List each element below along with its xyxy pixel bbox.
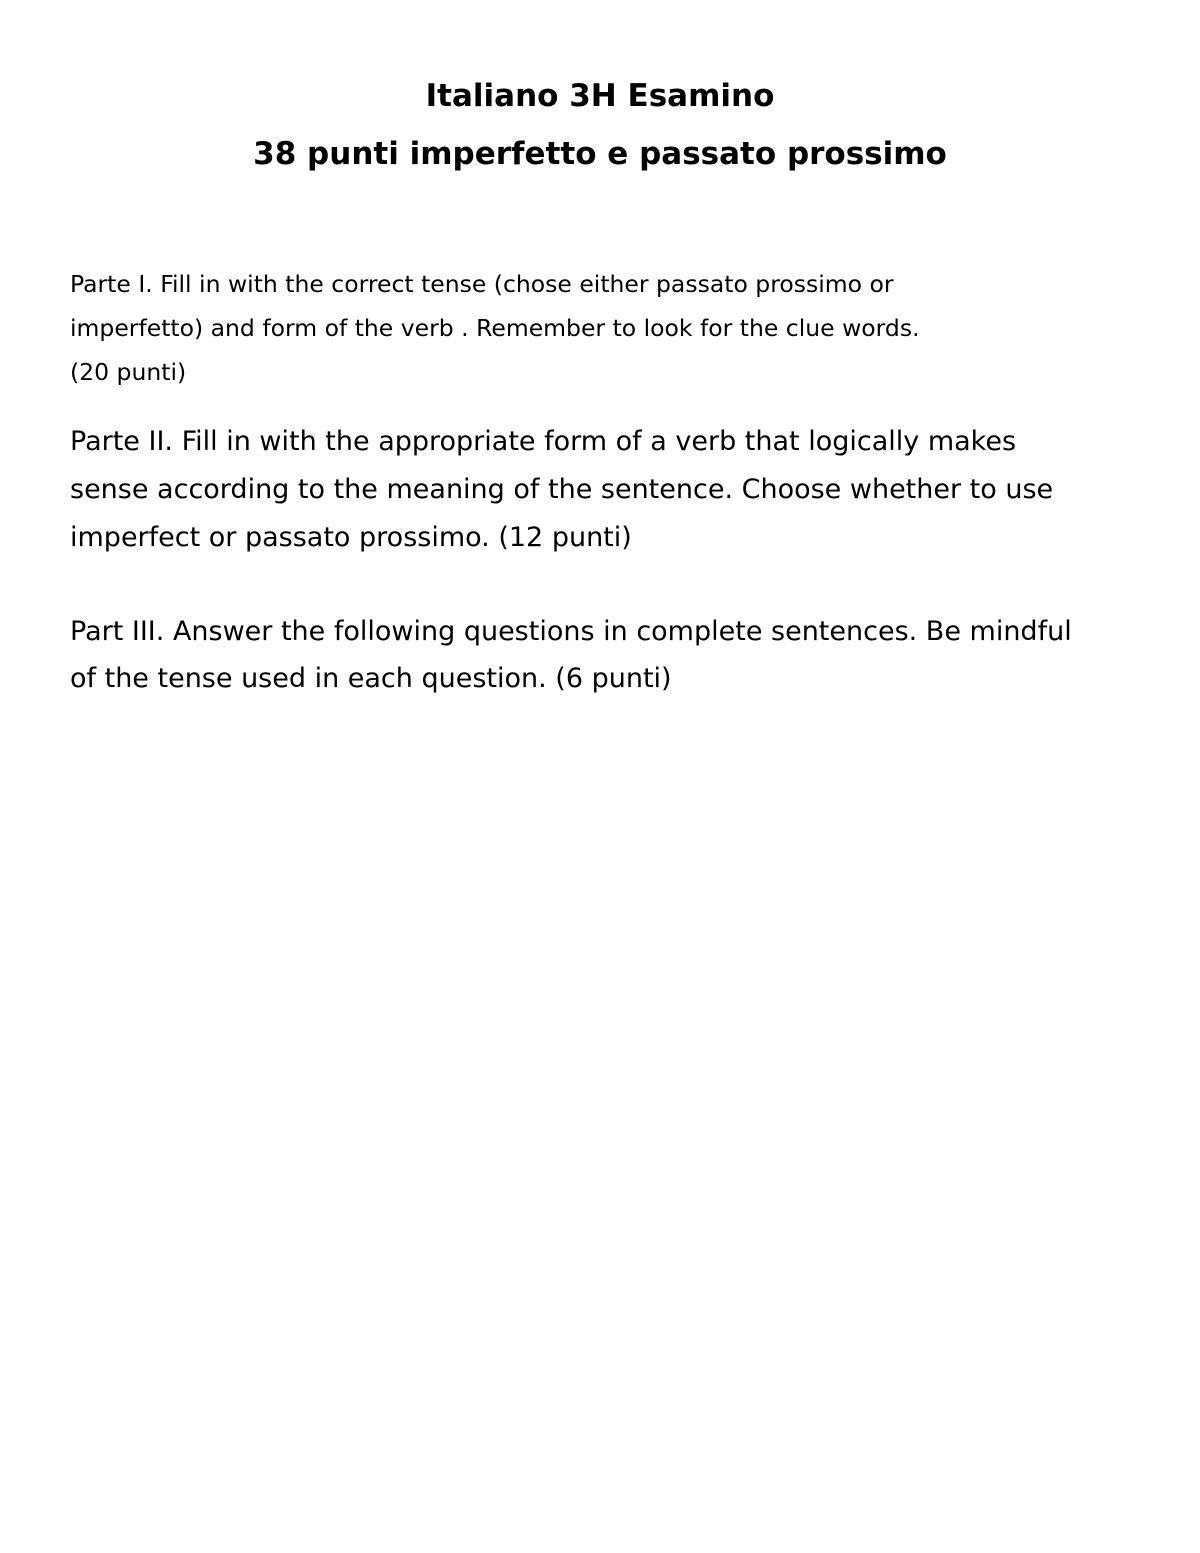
section-line: sense according to the meaning of the sentence. Choose whether to use bbox=[70, 474, 1054, 505]
section-line: Parte II. Fill in with the appropriate form of a verb that logically makes bbox=[70, 426, 1017, 457]
document-title: Italiano 3H Esamino bbox=[425, 78, 775, 114]
section-line: imperfect or passato prossimo. (12 punti) bbox=[70, 522, 632, 553]
section-line: (20 punti) bbox=[70, 358, 187, 386]
section-line: Parte I. Fill in with the correct tense (chose either passato prossimo or bbox=[70, 270, 894, 298]
section-line: imperfetto) and form of the verb . Remember to look for the clue words. bbox=[70, 314, 920, 342]
section-parte-1 bbox=[70, 262, 1070, 394]
document-subtitle: 38 punti imperfetto e passato prossimo bbox=[253, 136, 947, 172]
section-line: Part III. Answer the following questions in complete sentences. Be mindful bbox=[70, 616, 1072, 647]
section-part-3 bbox=[70, 608, 1170, 702]
section-parte-2 bbox=[70, 418, 1150, 562]
section-line: of the tense used in each question. (6 punti) bbox=[70, 663, 672, 694]
